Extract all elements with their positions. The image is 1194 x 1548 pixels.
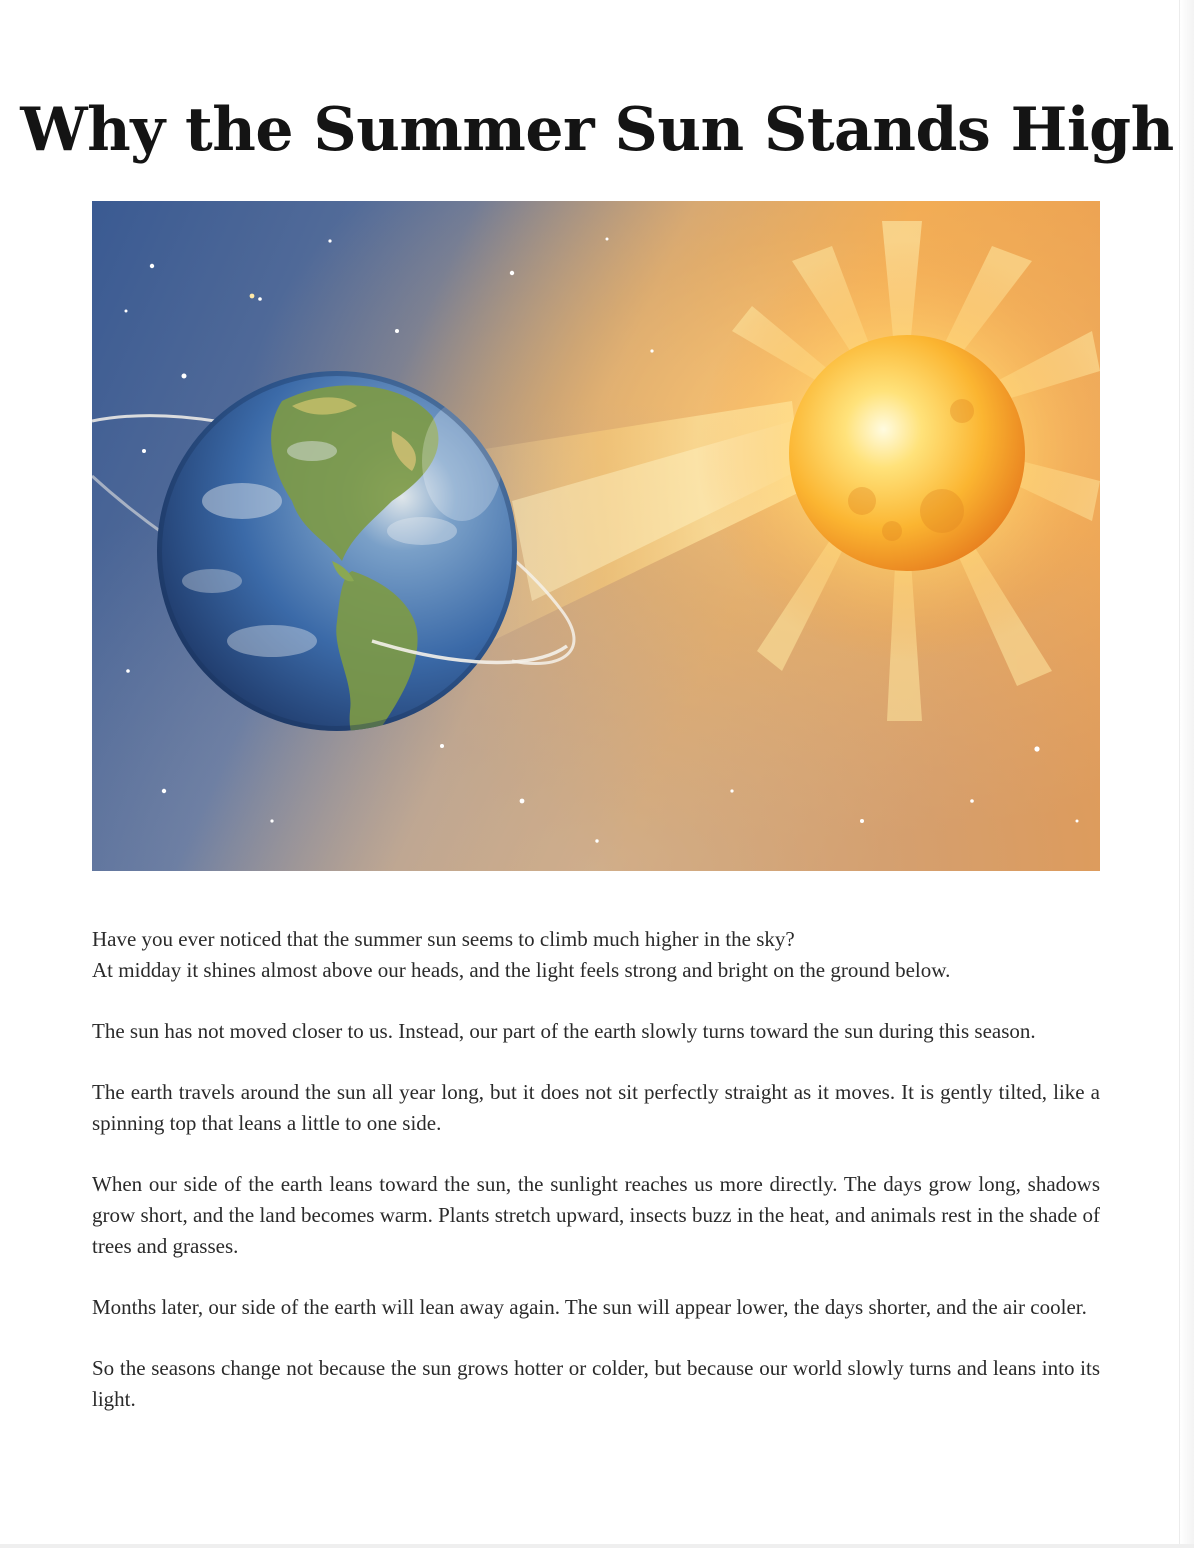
- illustration-canvas: [92, 201, 1100, 871]
- page-title: Why the Summer Sun Stands High: [20, 95, 1174, 165]
- paragraph-1-line-2: At midday it shines almost above our heads, and the light feels strong and bright on the ground below.: [92, 958, 951, 982]
- paragraph-5: Months later, our side of the earth will lean away again. The sun will appear lower, the days shorter, and the air cooler.: [92, 1295, 1087, 1319]
- paragraph-6: So the seasons change not because the sun grows hotter or colder, but because our world slowly turns and leans into its light.: [92, 1356, 1100, 1411]
- paragraph-1-line-1: Have you ever noticed that the summer sun seems to climb much higher in the sky?: [92, 927, 795, 951]
- paragraph-4: When our side of the earth leans toward the sun, the sunlight reaches us more directly. The days grow long, shadows grow short, and the land becomes warm. Plants stretch upward, insects buzz in the heat, and animals rest in the shade of trees and grasses.: [92, 1172, 1100, 1258]
- sun: [789, 335, 1025, 571]
- paragraph-1: [92, 924, 1100, 986]
- earth-sun-illustration: [92, 201, 1100, 871]
- paragraph-3: The earth travels around the sun all year long, but it does not sit perfectly straight as it moves. It is gently tilted, like a spinning top that leans a little to one side.: [92, 1080, 1100, 1135]
- article-body: [92, 924, 1100, 1445]
- paragraph-2: The sun has not moved closer to us. Instead, our part of the earth slowly turns toward the sun during this season.: [92, 1019, 1036, 1043]
- page-bottom-edge: [0, 1544, 1194, 1548]
- page-edge: [1179, 0, 1194, 1548]
